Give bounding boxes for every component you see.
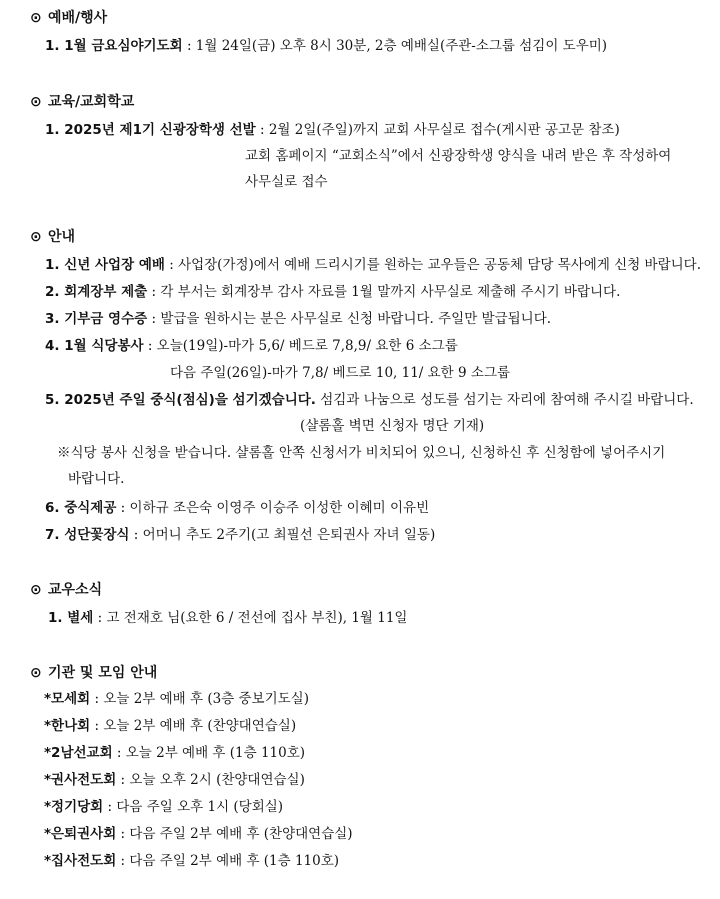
section-marker-icon: ⊙ — [30, 229, 42, 245]
notice-item-2: 2. 회계장부 제출 : 각 부서는 회계장부 감사 자료를 1월 말까지 사무실로 제출해 주시기 바랍니다. — [45, 284, 621, 300]
group-item: *은퇴권사회 : 다음 주일 2부 예배 후 (찬양대연습실) — [44, 826, 353, 842]
section-title-worship: ⊙ 예배/행사 — [30, 10, 108, 26]
education-item-1: 1. 2025년 제1기 신광장학생 선발 : 2월 2일(주일)까지 교회 사무실로 접수(게시판 공고문 참조) — [45, 122, 620, 138]
section-title-notice: ⊙ 안내 — [30, 229, 76, 245]
education-item-1-cont: 교회 홈페이지 “교회소식”에서 신광장학생 양식을 내려 받은 후 작성하여 — [245, 148, 672, 164]
education-item-1-cont: 사무실로 접수 — [245, 174, 328, 190]
group-item: *한나회 : 오늘 2부 예배 후 (찬양대연습실) — [44, 718, 297, 734]
member-news-item-1: 1. 별세 : 고 전재호 님(요한 6 / 전선에 집사 부친), 1월 11일 — [48, 610, 408, 626]
notice-item-1: 1. 신년 사업장 예배 : 사업장(가정)에서 예배 드리시기를 원하는 교우들은 공동체 담당 목사에게 신청 바랍니다. — [45, 257, 701, 273]
section-marker-icon: ⊙ — [30, 665, 42, 681]
section-title-groups: ⊙ 기관 및 모임 안내 — [30, 665, 158, 681]
notice-item-6: 6. 중식제공 : 이하규 조은숙 이영주 이승주 이성한 이혜미 이유빈 — [45, 500, 430, 516]
group-item: *권사전도회 : 오늘 오후 2시 (찬양대연습실) — [44, 772, 305, 788]
group-item: *정기당회 : 다음 주일 오후 1시 (당회실) — [44, 799, 284, 815]
notice-item-5: 5. 2025년 주일 중식(점심)을 섬기겠습니다. 섬김과 나눔으로 성도를 섬기는 자리에 참여해 주시길 바랍니다. — [45, 392, 694, 408]
group-item: *모세회 : 오늘 2부 예배 후 (3층 중보기도실) — [44, 691, 309, 707]
group-item: *2남선교회 : 오늘 2부 예배 후 (1층 110호) — [44, 745, 306, 761]
section-title-education: ⊙ 교육/교회학교 — [30, 94, 135, 110]
notice-item-5-cont: (샬롬홀 벽면 신청자 명단 기재) — [300, 418, 485, 434]
section-title-member-news: ⊙ 교우소식 — [30, 582, 103, 598]
notice-item-7: 7. 성단꽃장식 : 어머니 추도 2주기(고 최필선 은퇴권사 자녀 일동) — [45, 527, 436, 543]
section-marker-icon: ⊙ — [30, 10, 42, 26]
notice-item-5-note: ※식당 봉사 신청을 받습니다. 샬롬홀 안쪽 신청서가 비치되어 있으니, 신청하신 후 신청함에 넣어주시기 — [57, 445, 666, 461]
notice-item-5-note-cont: 바랍니다. — [68, 471, 125, 487]
notice-item-4-cont: 다음 주일(26일)-마가 7,8/ 베드로 10, 11/ 요한 9 소그룹 — [170, 365, 511, 381]
notice-item-4: 4. 1월 식당봉사 : 오늘(19일)-마가 5,6/ 베드로 7,8,9/ 요한 6 소그룹 — [45, 338, 458, 354]
section-marker-icon: ⊙ — [30, 94, 42, 110]
section-marker-icon: ⊙ — [30, 582, 42, 598]
group-item: *집사전도회 : 다음 주일 2부 예배 후 (1층 110호) — [44, 853, 340, 869]
worship-item-1: 1. 1월 금요심야기도회 : 1월 24일(금) 오후 8시 30분, 2층 예배실(주관-소그룹 섬김이 도우미) — [45, 38, 608, 54]
notice-item-3: 3. 기부금 영수증 : 발급을 원하시는 분은 사무실로 신청 바랍니다. 주일만 발급됩니다. — [45, 311, 552, 327]
